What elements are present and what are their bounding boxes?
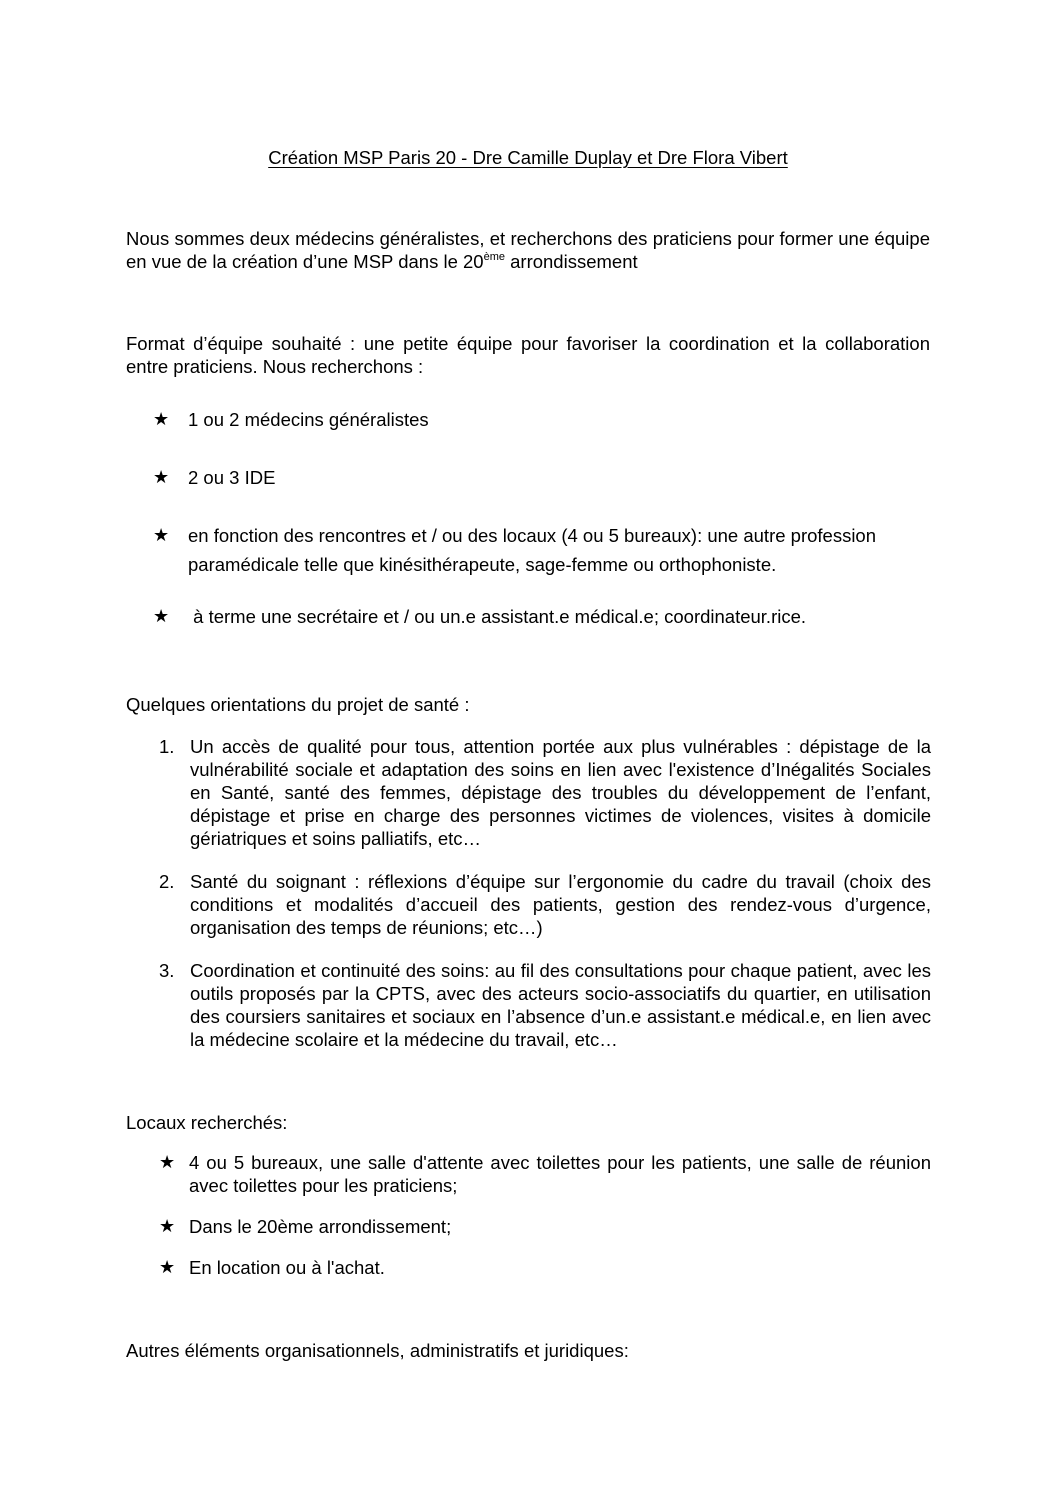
intro-text-end: arrondissement xyxy=(504,251,638,272)
team-list-item xyxy=(153,521,930,579)
team-list-item xyxy=(153,408,943,431)
intro-superscript: ème xyxy=(483,251,505,263)
star-bullet-icon: ★ xyxy=(153,606,170,626)
health-project-intro: Quelques orientations du projet de santé : xyxy=(126,694,470,715)
team-list-item-text: en fonction des rencontres et / ou des locaux (4 ou 5 bureaux): une autre profession paramédicale telle que kinésithérapeute, sage-femme ou orthophoniste. xyxy=(188,525,877,575)
premises-list-item xyxy=(159,1215,931,1238)
premises-list-item-text: Dans le 20ème arrondissement; xyxy=(189,1216,452,1237)
health-project-item-text: Coordination et continuité des soins: au fil des consultations pour chaque patient, avec les outils proposés par la CPTS, avec des acteurs socio-associatifs du quartier, en utilisation des coursiers sanitaires et sociaux en l’absence d’un.e assistant.e médical.e, en lien avec la médecine scolaire et la médecine du travail, etc… xyxy=(190,960,931,1050)
premises-list-item-text: En location ou à l'achat. xyxy=(189,1257,385,1278)
premises-list-item xyxy=(159,1151,931,1197)
health-project-item xyxy=(159,959,931,1051)
team-list-item-text: 1 ou 2 médecins généralistes xyxy=(188,409,429,430)
list-number: 1. xyxy=(159,736,175,757)
health-project-item-text: Santé du soignant : réflexions d’équipe sur l’ergonomie du cadre du travail (choix des conditions et modalités d’accueil des patients, gestion des rendez-vous d’urgence, organisation des temps de réunions; etc…) xyxy=(190,871,931,938)
star-bullet-icon: ★ xyxy=(153,525,170,545)
list-number: 2. xyxy=(159,871,175,892)
list-number: 3. xyxy=(159,960,175,981)
premises-intro: Locaux recherchés: xyxy=(126,1112,288,1133)
star-bullet-icon: ★ xyxy=(153,409,170,429)
team-list-item-text: à terme une secrétaire et / ou un.e assistant.e médical.e; coordinateur.rice. xyxy=(188,606,807,627)
premises-list-item xyxy=(159,1256,931,1279)
health-project-item xyxy=(159,735,931,850)
star-bullet-icon: ★ xyxy=(159,1152,176,1172)
team-format-intro: Format d’équipe souhaité : une petite équipe pour favoriser la coordination et la collaboration entre praticiens. Nous recherchons : xyxy=(126,333,930,377)
premises-list-item-text: 4 ou 5 bureaux, une salle d'attente avec toilettes pour les patients, une salle de réunion avec toilettes pour les praticiens; xyxy=(189,1152,931,1196)
team-list-item xyxy=(153,466,943,489)
team-list-item-text: 2 ou 3 IDE xyxy=(188,467,276,488)
document-title: Création MSP Paris 20 - Dre Camille Duplay et Dre Flora Vibert xyxy=(268,147,788,168)
health-project-item-text: Un accès de qualité pour tous, attention portée aux plus vulnérables : dépistage de la vulnérabilité sociale et adaptation des soins en lien avec l'existence d’Inégalités Sociales en Santé, santé des femmes, dépistage des troubles du développement de l’enfant, dépistage et prise en charge des personnes victimes de violences, visites à domicile gériatriques et soins palliatifs, etc… xyxy=(190,736,931,849)
intro-text: Nous sommes deux médecins généralistes, et recherchons des praticiens pour former une équipe en vue de la création d’une MSP dans le 20 xyxy=(126,228,930,272)
other-elements-intro: Autres éléments organisationnels, administratifs et juridiques: xyxy=(126,1340,629,1361)
star-bullet-icon: ★ xyxy=(159,1216,176,1236)
intro-paragraph xyxy=(126,227,930,273)
team-list-item xyxy=(153,605,943,628)
health-project-item xyxy=(159,870,931,939)
star-bullet-icon: ★ xyxy=(153,467,170,487)
star-bullet-icon: ★ xyxy=(159,1257,176,1277)
